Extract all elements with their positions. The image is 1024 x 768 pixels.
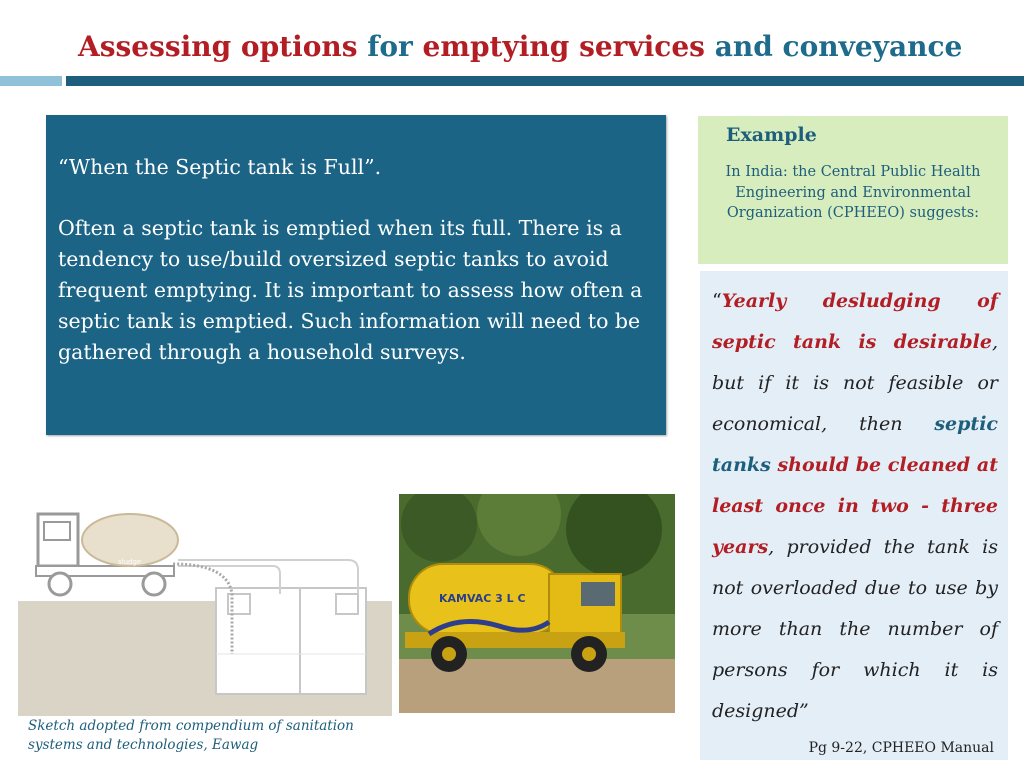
quote-overloaded-clause: , provided the tank is not overloaded due to use by more than the number of persons for which it is designed”: [712, 536, 998, 722]
front-wheel-icon: [49, 573, 71, 595]
cpheeo-quote-text: [712, 281, 998, 732]
tank-label: sludge: [118, 558, 142, 566]
title-part-emptying: emptying services: [422, 30, 715, 63]
open-quote: “: [712, 290, 722, 312]
quote-septic-tanks: septic tanks: [712, 413, 998, 476]
emptying-sketch: [18, 494, 392, 716]
septic-full-heading: “When the Septic tank is Full”.: [58, 155, 382, 179]
title-part-conveyance: and conveyance: [714, 30, 963, 63]
vacuum-truck-illustration: [399, 494, 675, 713]
septic-full-body: Often a septic tank is emptied when its full. There is a tendency to use/build oversized septic tanks to avoid frequent emptying. It is important to assess how often a septic tank is emptied. Such information will need to be gathered through a household surveys.: [58, 216, 643, 364]
slide-title: [78, 30, 962, 63]
title-part-for: for: [367, 30, 423, 63]
cpheeo-quote-box: [700, 271, 1008, 760]
rear-wheel-icon: [143, 573, 165, 595]
example-box: [698, 116, 1008, 264]
example-text: In India: the Central Public Health Engineering and Environmental Organization (CPHEEO) suggests:: [725, 164, 981, 221]
truck-lettering: KAMVAC 3 L C: [439, 592, 526, 605]
tank-access-right: [336, 594, 358, 614]
cab-window: [44, 522, 70, 540]
vacuum-truck-photo: [399, 494, 675, 713]
sketch-caption: Sketch adopted from compendium of sanitation systems and technologies, Eawag: [28, 718, 354, 753]
quote-yearly-desludging: Yearly desludging of septic tank is desirable: [712, 290, 998, 353]
example-heading: Example: [726, 124, 817, 146]
rear-hub: [442, 647, 456, 661]
windshield: [581, 582, 615, 606]
cpheeo-reference: Pg 9-22, CPHEEO Manual: [808, 740, 994, 756]
quote-not-feasible: , but if it is not feasible or economical, then: [712, 331, 998, 435]
emptying-sketch-drawing: [18, 494, 392, 716]
title-accent-bar-dark: [66, 76, 1024, 86]
quote-cleaned-interval: should be cleaned at least once in two - three years: [712, 454, 998, 558]
front-hub: [582, 647, 596, 661]
title-part-assessing: Assessing options: [78, 30, 368, 63]
title-accent-bar-light: [0, 76, 62, 86]
septic-full-textbox: [46, 115, 666, 435]
